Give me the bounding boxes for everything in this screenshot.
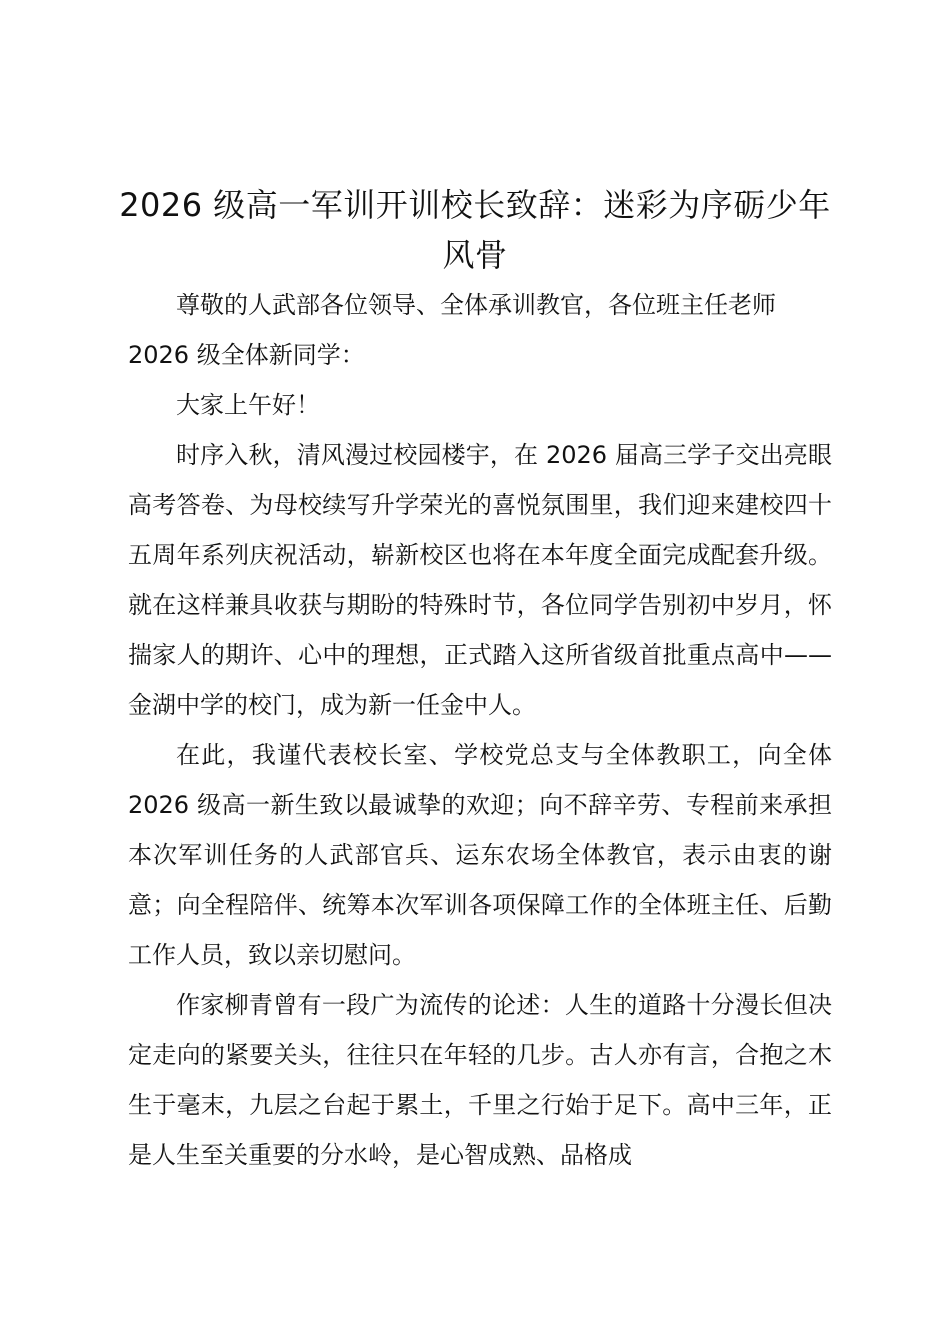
document-body bbox=[128, 280, 832, 1180]
salutation-line: 尊敬的人武部各位领导、全体承训教官，各位班主任老师 bbox=[176, 291, 776, 319]
body-paragraph: 在此，我谨代表校长室、学校党总支与全体教职工，向全体 2026 级高一新生致以最诚挚的欢迎；向不辞辛劳、专程前来承担本次军训任务的人武部官兵、运东农场全体教官，表示由衷的谢意；向全程陪伴、统筹本次军训各项保障工作的全体班主任、后勤工作人员，致以亲切慰问。 bbox=[128, 741, 832, 969]
body-paragraph: 作家柳青曾有一段广为流传的论述：人生的道路十分漫长但决定走向的紧要关头，往往只在年轻的几步。古人亦有言，合抱之木生于毫末，九层之台起于累土，千里之行始于足下。高中三年，正是人生至关重要的分水岭，是心智成熟、品格成 bbox=[128, 991, 832, 1169]
body-paragraph: 时序入秋，清风漫过校园楼宇，在 2026 届高三学子交出亮眼高考答卷、为母校续写升学荣光的喜悦氛围里，我们迎来建校四十五周年系列庆祝活动，崭新校区也将在本年度全面完成配套升级。就在这样兼具收获与期盼的特殊时节，各位同学告别初中岁月，怀揣家人的期许、心中的理想，正式踏入这所省级首批重点高中——金湖中学的校门，成为新一任金中人。 bbox=[128, 441, 832, 719]
greeting-paragraph: 大家上午好！ bbox=[176, 391, 320, 419]
salutation-continuation: 2026 级全体新同学： bbox=[128, 341, 365, 369]
document-title: 2026 级高一军训开训校长致辞：迷彩为序砺少年风骨 bbox=[119, 186, 831, 274]
